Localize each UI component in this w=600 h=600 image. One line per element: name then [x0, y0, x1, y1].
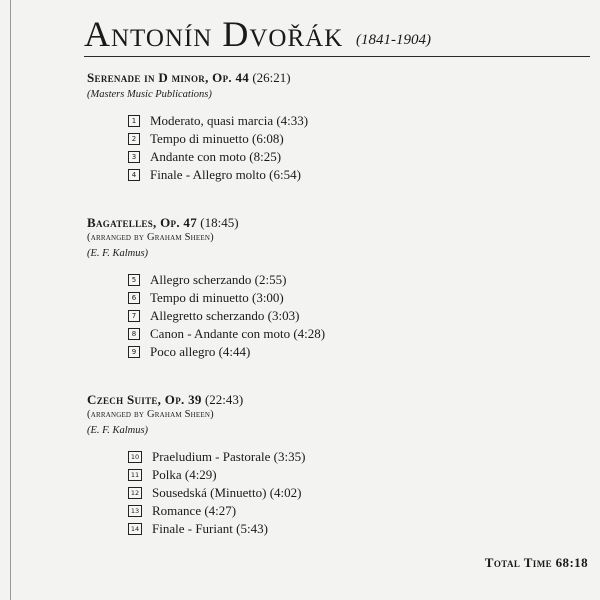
track-number: 1: [128, 115, 140, 127]
track-item: [128, 289, 567, 307]
work-heading: [87, 215, 567, 231]
track-number: 7: [128, 310, 140, 322]
work-duration: (18:45): [200, 215, 239, 230]
track-number: 10: [128, 451, 142, 463]
track-item: [128, 520, 567, 538]
track-item: [128, 112, 567, 130]
track-item: [128, 271, 567, 289]
track-list: [128, 448, 567, 538]
work-serenade: [87, 70, 567, 184]
page-title: [84, 14, 590, 54]
track-title: Praeludium - Pastorale (3:35): [152, 449, 306, 464]
track-number: 12: [128, 487, 142, 499]
track-number: 3: [128, 151, 140, 163]
track-title: Finale - Furiant (5:43): [152, 521, 268, 536]
track-title: Allegretto scherzando (3:03): [150, 308, 300, 323]
track-item: [128, 484, 567, 502]
track-title: Sousedská (Minuetto) (4:02): [152, 485, 302, 500]
left-border-rule: [10, 0, 11, 600]
total-time-value: 68:18: [555, 555, 588, 570]
track-number: 14: [128, 523, 142, 535]
title-underline: [84, 56, 590, 57]
work-heading: [87, 70, 567, 86]
total-time-label: Total Time: [484, 555, 552, 570]
track-title: Moderato, quasi marcia (4:33): [150, 113, 309, 128]
work-duration: (26:21): [252, 70, 291, 85]
track-item: [128, 466, 567, 484]
track-title: Poco allegro (4:44): [150, 344, 251, 359]
work-title: Czech Suite, Op. 39: [87, 392, 202, 407]
track-number: 2: [128, 133, 140, 145]
track-number: 13: [128, 505, 142, 517]
track-title: Allegro scherzando (2:55): [150, 272, 287, 287]
track-list: [128, 271, 567, 361]
work-arrangement: (arranged by Graham Sheen): [87, 232, 214, 243]
track-item: [128, 130, 567, 148]
work-title: Bagatelles, Op. 47: [87, 215, 198, 230]
track-number: 5: [128, 274, 140, 286]
track-list: [128, 112, 567, 184]
work-publisher: (E. F. Kalmus): [87, 425, 149, 436]
total-time: [485, 555, 588, 571]
track-item: [128, 307, 567, 325]
track-number: 4: [128, 169, 140, 181]
composer-dates: (1841-1904): [356, 32, 431, 48]
track-item: [128, 448, 567, 466]
work-bagatelles: [87, 215, 567, 361]
track-item: [128, 166, 567, 184]
track-title: Andante con moto (8:25): [150, 149, 282, 164]
track-title: Polka (4:29): [152, 467, 217, 482]
track-number: 6: [128, 292, 140, 304]
track-title: Romance (4:27): [152, 503, 237, 518]
track-number: 9: [128, 346, 140, 358]
work-publisher: (Masters Music Publications): [87, 89, 212, 100]
work-czech-suite: [87, 392, 567, 538]
track-item: [128, 502, 567, 520]
track-title: Tempo di minuetto (3:00): [150, 290, 284, 305]
work-arrangement: (arranged by Graham Sheen): [87, 409, 214, 420]
track-title: Canon - Andante con moto (4:28): [150, 326, 326, 341]
track-number: 11: [128, 469, 142, 481]
track-item: [128, 148, 567, 166]
track-item: [128, 343, 567, 361]
track-title: Tempo di minuetto (6:08): [150, 131, 284, 146]
track-number: 8: [128, 328, 140, 340]
work-publisher: (E. F. Kalmus): [87, 248, 149, 259]
work-title: Serenade in D minor, Op. 44: [87, 70, 250, 85]
track-item: [128, 325, 567, 343]
track-title: Finale - Allegro molto (6:54): [150, 167, 301, 182]
composer-name: Antonín Dvořák: [84, 14, 344, 54]
work-duration: (22:43): [204, 392, 244, 407]
work-heading: [87, 392, 567, 408]
